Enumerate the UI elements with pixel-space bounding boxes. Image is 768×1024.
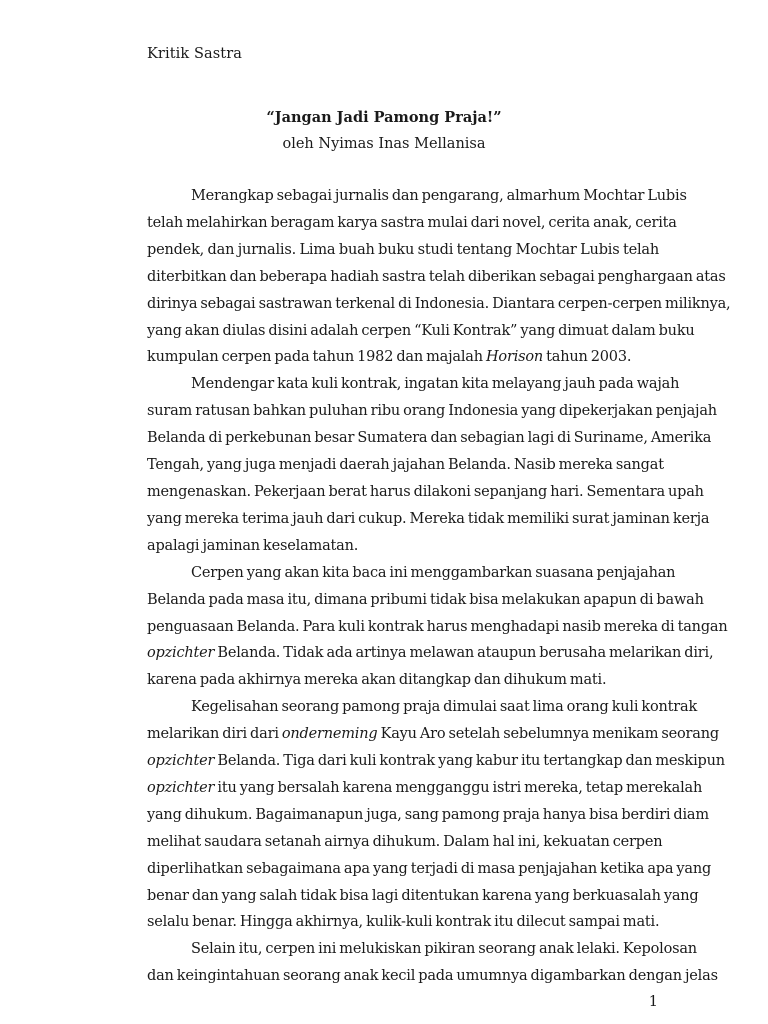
text-run: tahun 2003. xyxy=(543,349,632,366)
text-run: melihat saudara setanah airnya dihukum. Dalam hal ini, kekuatan cerpen xyxy=(147,833,663,850)
text-line xyxy=(147,506,710,533)
text-line xyxy=(147,318,695,345)
text-run: itu yang bersalah karena mengganggu istri mereka, tetap merekalah xyxy=(214,779,703,796)
italic-term: opzichter xyxy=(147,779,215,796)
text-line xyxy=(147,344,659,371)
italic-term: opzichter xyxy=(147,753,215,770)
text-line xyxy=(147,425,712,452)
text-line xyxy=(147,640,714,667)
italic-term: opzichter xyxy=(147,645,215,662)
text-run: selalu benar. Hingga akhirnya, kulik-kuli kontrak itu dilecut sampai mati. xyxy=(147,914,660,931)
text-run: telah melahirkan beragam karya sastra mulai dari novel, cerita anak, cerita xyxy=(147,214,677,231)
text-run: Belanda di perkebunan besar Sumatera dan sebagian lagi di Suriname, Amerika xyxy=(147,430,712,447)
text-run: diperlihatkan sebagaimana apa yang terjadi di masa penjajahan ketika apa yang xyxy=(147,860,712,877)
italic-term: Horison xyxy=(485,349,544,366)
paragraph xyxy=(147,936,718,990)
article-body xyxy=(147,183,731,990)
text-run: Cerpen yang akan kita baca ini menggambarkan suasana penjajahan xyxy=(191,564,676,581)
text-run: diterbitkan dan beberapa hadiah sastra telah diberikan sebagai penghargaan atas xyxy=(147,268,726,285)
text-line xyxy=(147,775,703,802)
text-line xyxy=(147,883,699,910)
article-title: “Jangan Jadi Pamong Praja!” xyxy=(266,109,502,126)
text-line xyxy=(147,694,698,721)
text-line xyxy=(147,291,731,318)
page-number: 1 xyxy=(648,994,658,1010)
text-line xyxy=(147,936,697,963)
text-run: dan keingintahuan seorang anak kecil pada umumnya digambarkan dengan jelas xyxy=(147,968,718,985)
text-line xyxy=(147,909,659,936)
paragraph xyxy=(147,183,731,371)
text-run: Mendengar kata kuli kontrak, ingatan kita melayang jauh pada wajah xyxy=(191,376,680,393)
paragraph xyxy=(147,694,725,936)
text-line xyxy=(147,721,719,748)
text-run: kumpulan cerpen pada tahun 1982 dan majalah xyxy=(147,349,486,366)
text-run: suram ratusan bahkan puluhan ribu orang Indonesia yang dipekerjakan penjajah xyxy=(147,403,717,420)
text-line xyxy=(147,748,725,775)
text-line xyxy=(147,398,717,425)
text-line xyxy=(147,371,680,398)
text-line xyxy=(147,963,718,990)
text-run: Selain itu, cerpen ini melukiskan pikiran seorang anak lelaki. Kepolosan xyxy=(191,941,697,958)
paragraph xyxy=(147,371,717,559)
text-line xyxy=(147,856,712,883)
text-line xyxy=(147,264,726,291)
text-run: apalagi jaminan keselamatan. xyxy=(147,537,359,554)
text-line xyxy=(147,237,659,264)
paragraph xyxy=(147,560,728,695)
text-run: Merangkap sebagai jurnalis dan pengarang, almarhum Mochtar Lubis xyxy=(191,188,687,204)
text-run: benar dan yang salah tidak bisa lagi ditentukan karena yang berkuasalah yang xyxy=(147,887,699,904)
text-line xyxy=(147,667,659,694)
text-run: Belanda pada masa itu, dimana pribumi tidak bisa melakukan apapun di bawah xyxy=(147,591,704,608)
text-run: Kayu Aro setelah sebelumnya menikam seorang xyxy=(377,726,719,743)
text-run: Kegelisahan seorang pamong praja dimulai saat lima orang kuli kontrak xyxy=(191,699,698,716)
text-line xyxy=(147,183,687,210)
text-line xyxy=(147,560,676,587)
text-line xyxy=(147,614,728,641)
article-byline: oleh Nyimas Inas Mellanisa xyxy=(282,136,486,152)
italic-term: onderneming xyxy=(281,726,378,743)
text-line xyxy=(147,802,709,829)
text-run: Tengah, yang juga menjadi daerah jajahan Belanda. Nasib mereka sangat xyxy=(147,457,664,474)
text-run: yang dihukum. Bagaimanapun juga, sang pamong praja hanya bisa berdiri diam xyxy=(147,806,709,823)
text-run: Belanda. Tiga dari kuli kontrak yang kabur itu tertangkap dan meskipun xyxy=(214,753,725,770)
text-run: karena pada akhirnya mereka akan ditangkap dan dihukum mati. xyxy=(147,672,607,689)
text-line xyxy=(147,587,704,614)
text-run: melarikan diri dari xyxy=(147,726,282,743)
text-run: penguasaan Belanda. Para kuli kontrak harus menghadapi nasib mereka di tangan xyxy=(147,618,728,635)
text-run: yang akan diulas disini adalah cerpen “Kuli Kontrak” yang dimuat dalam buku xyxy=(147,322,695,339)
text-run: dirinya sebagai sastrawan terkenal di Indonesia. Diantara cerpen-cerpen miliknya, xyxy=(147,295,731,312)
text-run: yang mereka terima jauh dari cukup. Mereka tidak memiliki surat jaminan kerja xyxy=(147,510,710,527)
text-run: Belanda. Tidak ada artinya melawan ataupun berusaha melarikan diri, xyxy=(214,645,714,662)
text-line xyxy=(147,533,659,560)
text-line xyxy=(147,829,663,856)
text-run: mengenaskan. Pekerjaan berat harus dilakoni sepanjang hari. Sementara upah xyxy=(147,483,704,500)
text-line xyxy=(147,210,677,237)
text-line xyxy=(147,452,664,479)
text-run: pendek, dan jurnalis. Lima buah buku studi tentang Mochtar Lubis telah xyxy=(147,241,659,258)
running-header: Kritik Sastra xyxy=(147,46,242,62)
text-line xyxy=(147,479,704,506)
